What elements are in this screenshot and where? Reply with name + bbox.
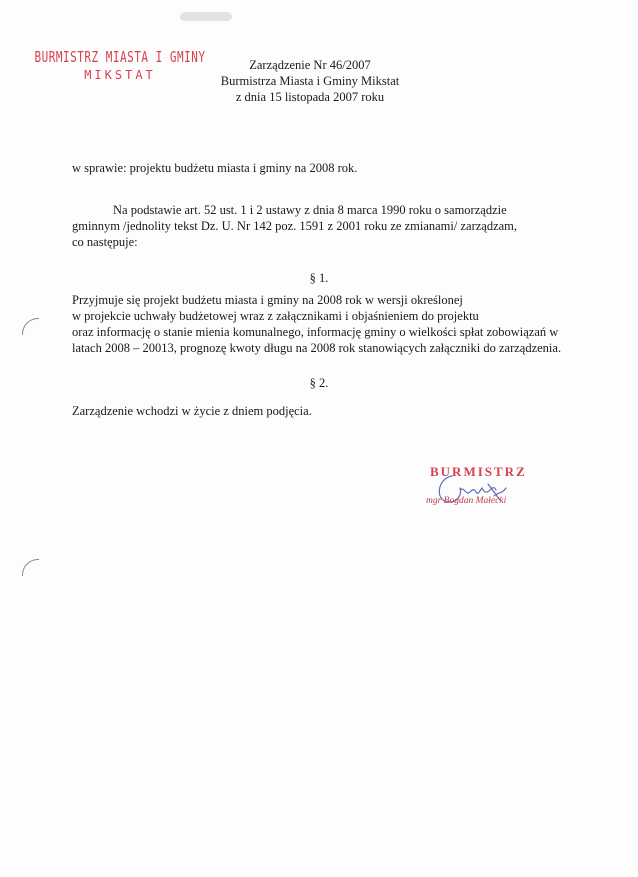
section-1-line-3: oraz informację o stanie mienia komunalnego, informację gminy o wielkości spłat zobowiązań w: [72, 325, 559, 339]
section-1-line-2: w projekcie uchwały budżetowej wraz z załącznikami i objaśnieniem do projektu: [72, 309, 479, 323]
section-2-heading: § 2.: [309, 376, 329, 390]
legal-basis-line-2: gminnym /jednolity tekst Dz. U. Nr 142 poz. 1591 z 2001 roku ze zmianami/ zarządzam,: [72, 219, 518, 233]
punch-hole-mark: [22, 318, 39, 335]
section-1-line-1: Przyjmuje się projekt budżetu miasta i gminy na 2008 rok w wersji określonej: [72, 293, 463, 307]
subject-line: w sprawie: projektu budżetu miasta i gminy na 2008 rok.: [72, 161, 358, 175]
ordinance-number: Zarządzenie Nr 46/2007: [249, 58, 371, 72]
office-stamp: [30, 48, 210, 82]
legal-basis: [72, 202, 517, 250]
document-header: [200, 57, 420, 105]
section-1-body: [72, 292, 561, 356]
stamp-line-2: MIKSTAT: [84, 68, 156, 82]
ordinance-date: z dnia 15 listopada 2007 roku: [235, 90, 385, 104]
section-2-body: Zarządzenie wchodzi w życie z dniem podjęcia.: [72, 404, 312, 418]
stamp-line-1: BURMISTRZ MIASTA I GMINY: [34, 48, 206, 67]
section-1-heading: § 1.: [309, 271, 329, 285]
signature-title: BURMISTRZ: [430, 464, 527, 479]
scan-artifact: [180, 12, 232, 21]
issuer: Burmistrza Miasta i Gminy Mikstat: [220, 74, 400, 88]
legal-basis-line-1: Na podstawie art. 52 ust. 1 i 2 ustawy z dnia 8 marca 1990 roku o samorządzie: [113, 203, 507, 217]
legal-basis-line-3: co następuje:: [72, 235, 138, 249]
punch-hole-mark: [22, 559, 39, 576]
section-1-line-4: latach 2008 – 20013, prognozę kwoty długu na 2008 rok stanowiących załączniki do zarządzenia.: [72, 341, 562, 355]
signatory-name: mgr Bogdan Małecki: [426, 496, 507, 506]
